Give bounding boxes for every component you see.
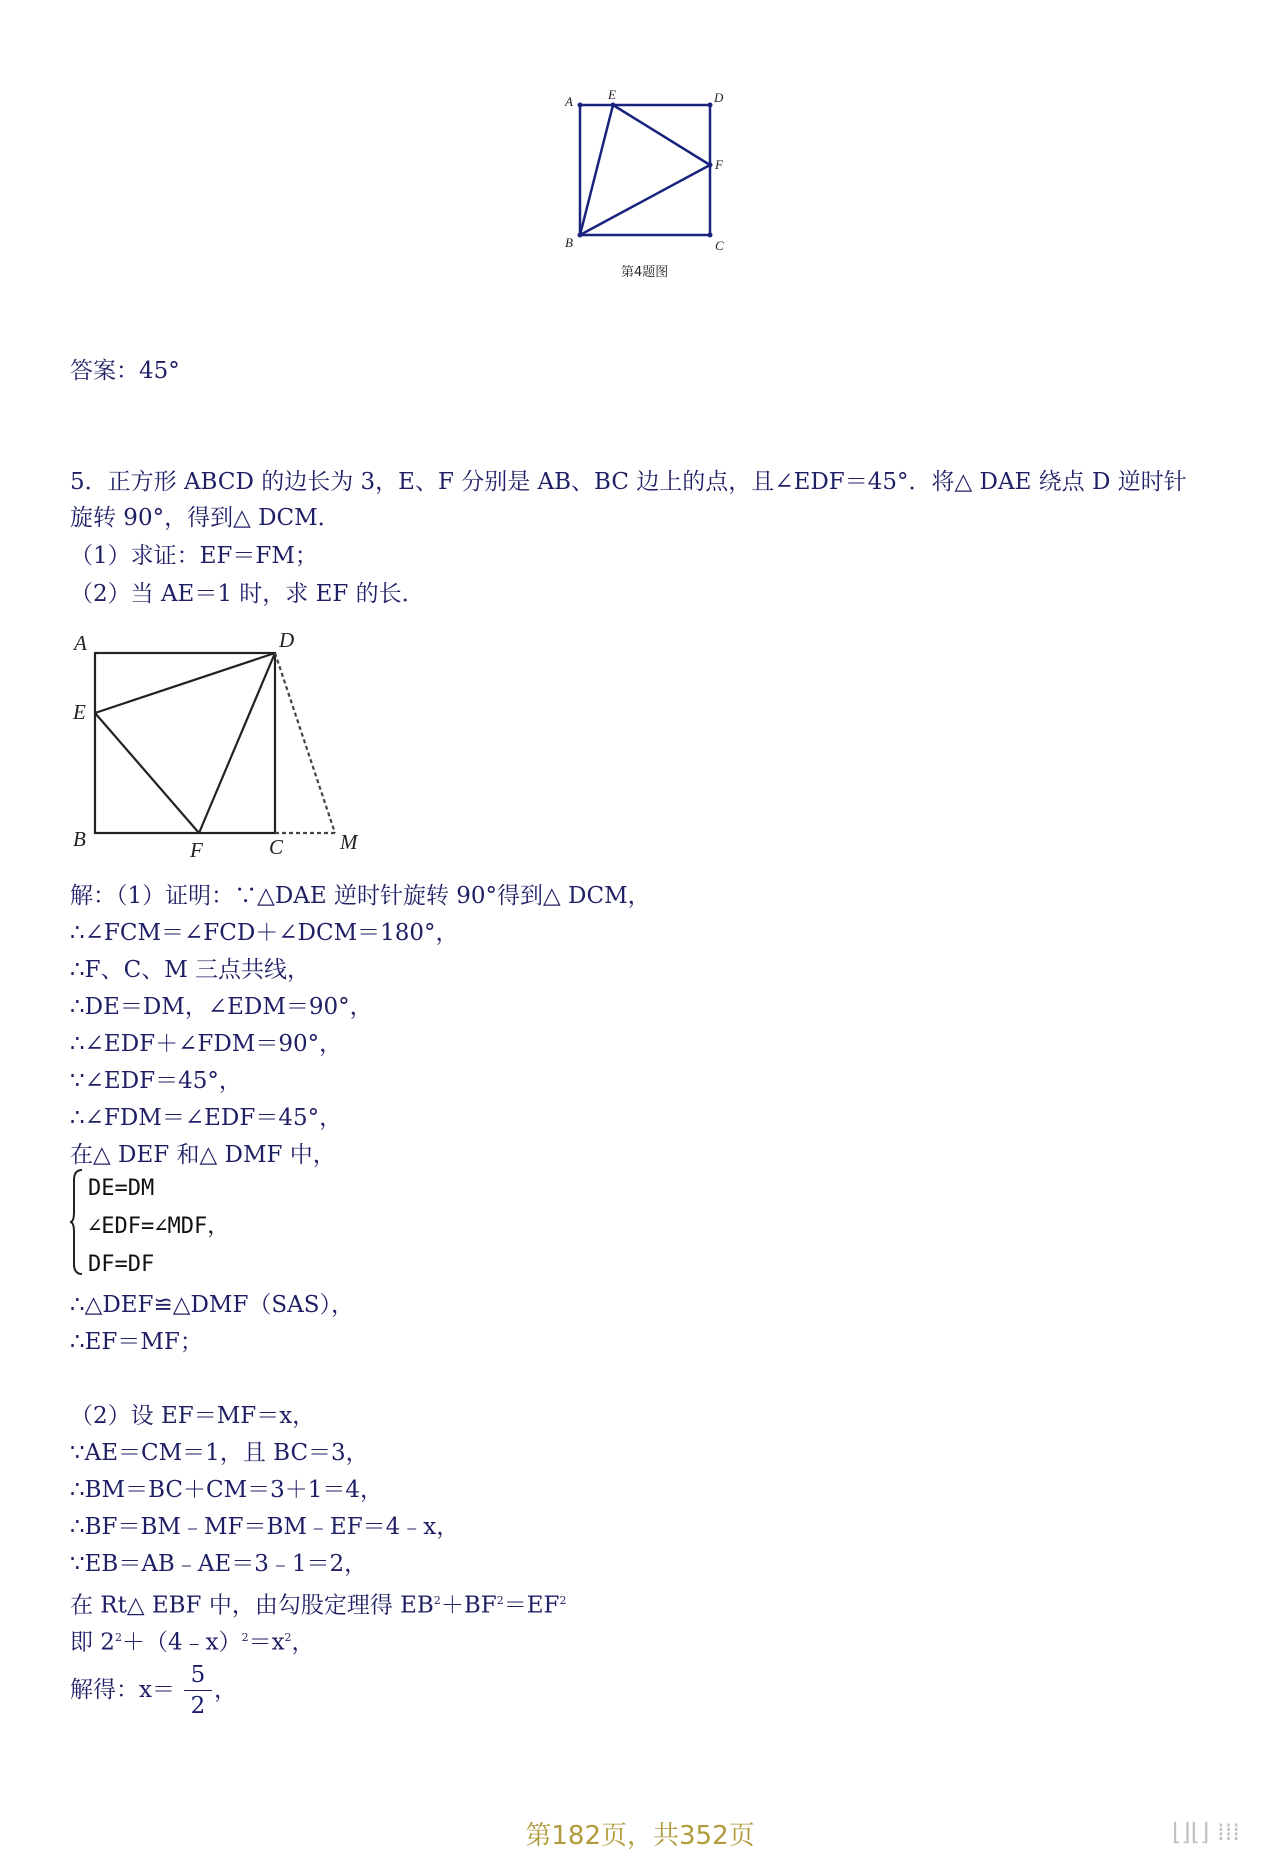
t7-part-c: ＝x bbox=[248, 1629, 285, 1656]
t7-part-a: 即 2 bbox=[70, 1629, 115, 1656]
label-e-2: E bbox=[73, 700, 86, 724]
figure-4-diagram bbox=[550, 80, 750, 290]
t8-part-a: 解得：x＝ bbox=[70, 1677, 175, 1703]
sup-2-a: 2 bbox=[433, 1594, 441, 1607]
label-c: C bbox=[715, 238, 724, 253]
solution-s2: ∴∠FCM＝∠FCD＋∠DCM＝180°， bbox=[70, 920, 459, 946]
label-f-2: F bbox=[190, 838, 203, 860]
segment-ed bbox=[95, 653, 275, 713]
solution-t2: ∵AE＝CM＝1，且 BC＝3， bbox=[70, 1440, 369, 1466]
problem5-line1: 5．正方形 ABCD 的边长为 3，E、F 分别是 AB、BC 边上的点，且∠EDF＝45°．将△ DAE 绕点 D 逆时针 bbox=[70, 469, 1187, 495]
solution-s6: ∵∠EDF＝45°， bbox=[70, 1068, 242, 1094]
system-brace bbox=[70, 1168, 84, 1276]
label-b: B bbox=[565, 235, 573, 250]
segment-dm bbox=[275, 653, 335, 833]
solution-t4: ∴BF＝BM﹣MF＝BM﹣EF＝4﹣x， bbox=[70, 1514, 460, 1540]
solution-t8 bbox=[70, 1675, 175, 1705]
sup-2-d: 2 bbox=[114, 1631, 122, 1644]
segment-bf bbox=[580, 165, 710, 235]
t8-comma: ， bbox=[214, 1677, 237, 1703]
problem5-part2: （2）当 AE＝1 时，求 EF 的长． bbox=[70, 581, 425, 607]
segment-ef-2 bbox=[95, 713, 199, 833]
page-footer: 第182页，共352页 bbox=[525, 1821, 755, 1851]
t6-part-b: ＋BF bbox=[440, 1592, 497, 1619]
solution-t3: ∴BM＝BC＋CM＝3＋1＝4， bbox=[70, 1477, 384, 1503]
t7-part-b: ＋（4﹣x） bbox=[121, 1629, 242, 1656]
problem5-line2: 旋转 90°，得到△ DCM． bbox=[70, 505, 341, 531]
sup-2-f: 2 bbox=[284, 1631, 292, 1644]
sup-2-b: 2 bbox=[496, 1594, 504, 1607]
brace-line3: DF=DF bbox=[88, 1252, 155, 1277]
sup-2-e: 2 bbox=[241, 1631, 249, 1644]
label-d-2: D bbox=[279, 628, 295, 652]
solution-s10: ∴EF＝MF； bbox=[70, 1329, 203, 1355]
label-e: E bbox=[608, 87, 616, 102]
solution-s3: ∴F、C、M 三点共线， bbox=[70, 957, 311, 983]
solution-s9: ∴△DEF≌△DMF（SAS）， bbox=[70, 1292, 355, 1318]
figure-caption: 第4题图 bbox=[621, 265, 669, 280]
brace-line2: ∠EDF=∠MDF， bbox=[88, 1214, 230, 1239]
solution-t7 bbox=[70, 1623, 315, 1658]
t6-part-c: ＝EF bbox=[503, 1592, 560, 1619]
fraction-numerator: 5 bbox=[190, 1662, 206, 1688]
solution-s8: 在△ DEF 和△ DMF 中， bbox=[70, 1142, 336, 1168]
solution-s1: 解：（1）证明：∵△DAE 逆时针旋转 90°得到△ DCM， bbox=[70, 883, 651, 909]
solution-t5: ∵EB＝AB﹣AE＝3﹣1＝2， bbox=[70, 1551, 368, 1577]
sup-2-c: 2 bbox=[559, 1594, 567, 1607]
label-c-2: C bbox=[269, 835, 284, 859]
segment-be bbox=[580, 105, 613, 235]
segment-fd bbox=[199, 653, 275, 833]
label-a-2: A bbox=[74, 631, 87, 655]
toolbar-icons[interactable]: ⌊⌋⌊⌋ ⁞⁞⁞ bbox=[1172, 1818, 1240, 1846]
fraction-denominator: 2 bbox=[190, 1693, 206, 1719]
segment-ef bbox=[613, 105, 710, 165]
label-a: A bbox=[565, 94, 573, 109]
solution-s7: ∴∠FDM＝∠EDF＝45°， bbox=[70, 1105, 343, 1131]
fraction-5-2 bbox=[184, 1662, 212, 1719]
t7-part-d: ， bbox=[291, 1629, 315, 1656]
solution-s5: ∴∠EDF＋∠FDM＝90°， bbox=[70, 1031, 343, 1057]
solution-s4: ∴DE＝DM，∠EDM＝90°， bbox=[70, 994, 373, 1020]
solution-t6 bbox=[70, 1586, 566, 1621]
problem5-diagram bbox=[65, 625, 385, 860]
answer-4: 答案：45° bbox=[70, 358, 180, 384]
label-m-2: M bbox=[340, 830, 358, 854]
label-f: F bbox=[715, 157, 723, 172]
brace-line1: DE=DM bbox=[88, 1176, 155, 1201]
problem5-part1: （1）求证：EF＝FM； bbox=[70, 543, 318, 569]
solution-t1: （2）设 EF＝MF＝x， bbox=[70, 1403, 316, 1429]
t6-part-a: 在 Rt△ EBF 中，由勾股定理得 EB bbox=[70, 1592, 434, 1619]
label-d: D bbox=[714, 90, 724, 105]
label-b-2: B bbox=[73, 827, 86, 851]
